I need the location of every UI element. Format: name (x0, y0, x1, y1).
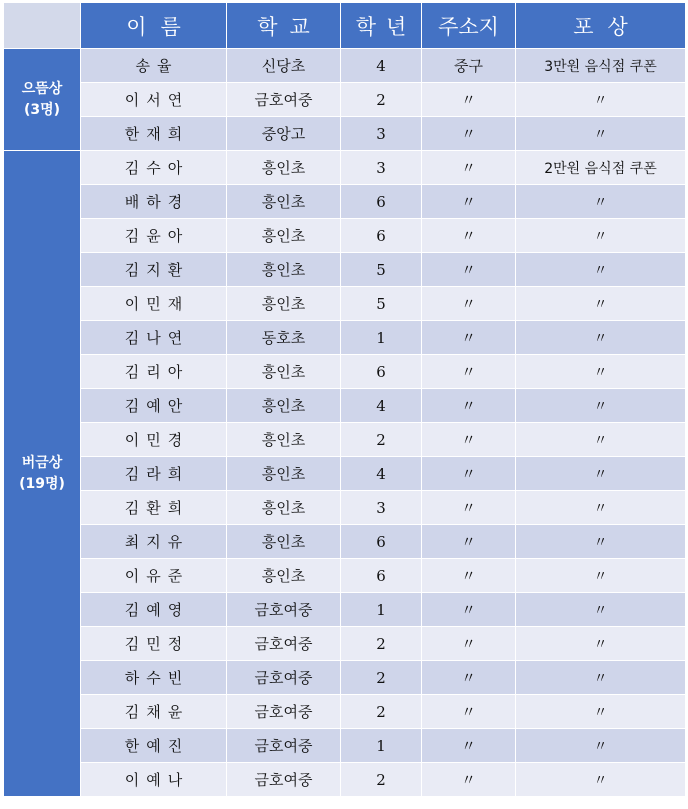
table-row (4, 695, 686, 729)
region-cell: 〃 (422, 355, 516, 389)
school-cell: 금호여중 (227, 83, 341, 117)
name-cell: 이민재 (81, 287, 227, 321)
grade-cell: 6 (341, 559, 422, 593)
school-cell: 흥인초 (227, 253, 341, 287)
name-cell: 이예나 (81, 763, 227, 797)
school-cell: 흥인초 (227, 491, 341, 525)
grade-cell: 6 (341, 355, 422, 389)
grade-cell: 2 (341, 627, 422, 661)
school-cell: 흥인초 (227, 355, 341, 389)
table-row (4, 729, 686, 763)
name-cell: 김채윤 (81, 695, 227, 729)
award-group-count: (19명) (19, 475, 65, 492)
school-cell: 흥인초 (227, 151, 341, 185)
grade-cell: 2 (341, 661, 422, 695)
prize-cell: 〃 (516, 83, 686, 117)
prize-cell: 〃 (516, 253, 686, 287)
awards-table (3, 2, 686, 797)
grade-cell: 2 (341, 83, 422, 117)
school-cell: 금호여중 (227, 627, 341, 661)
name-cell: 최지유 (81, 525, 227, 559)
table-row (4, 49, 686, 83)
prize-cell: 〃 (516, 729, 686, 763)
region-cell: 〃 (422, 627, 516, 661)
prize-cell: 〃 (516, 695, 686, 729)
prize-cell: 〃 (516, 423, 686, 457)
grade-cell: 6 (341, 219, 422, 253)
header-school: 학교 (227, 3, 341, 49)
grade-cell: 3 (341, 491, 422, 525)
table-row (4, 389, 686, 423)
region-cell: 〃 (422, 83, 516, 117)
name-cell: 김환희 (81, 491, 227, 525)
award-group-title: 버금상 (21, 454, 63, 471)
table-row (4, 287, 686, 321)
grade-cell: 1 (341, 729, 422, 763)
table-row (4, 151, 686, 185)
name-cell: 김리아 (81, 355, 227, 389)
region-cell: 〃 (422, 457, 516, 491)
grade-cell: 4 (341, 389, 422, 423)
prize-cell: 〃 (516, 593, 686, 627)
region-cell: 〃 (422, 525, 516, 559)
prize-cell: 〃 (516, 117, 686, 151)
school-cell: 흥인초 (227, 423, 341, 457)
school-cell: 금호여중 (227, 729, 341, 763)
table-row (4, 355, 686, 389)
grade-cell: 2 (341, 695, 422, 729)
table-row (4, 661, 686, 695)
header-row (4, 3, 686, 49)
award-group-label (4, 151, 81, 797)
name-cell: 하수빈 (81, 661, 227, 695)
prize-cell: 〃 (516, 457, 686, 491)
name-cell: 김수아 (81, 151, 227, 185)
school-cell: 흥인초 (227, 185, 341, 219)
name-cell: 송율 (81, 49, 227, 83)
region-cell: 〃 (422, 729, 516, 763)
table-body (4, 49, 686, 797)
name-cell: 이서연 (81, 83, 227, 117)
prize-cell: 〃 (516, 219, 686, 253)
prize-cell: 〃 (516, 661, 686, 695)
school-cell: 금호여중 (227, 661, 341, 695)
header-award: 포상 (516, 3, 686, 49)
region-cell: 〃 (422, 423, 516, 457)
prize-cell: 〃 (516, 525, 686, 559)
table-row (4, 423, 686, 457)
region-cell: 중구 (422, 49, 516, 83)
header-grade: 학년 (341, 3, 422, 49)
table-row (4, 219, 686, 253)
grade-cell: 5 (341, 253, 422, 287)
grade-cell: 4 (341, 49, 422, 83)
school-cell: 흥인초 (227, 219, 341, 253)
region-cell: 〃 (422, 219, 516, 253)
grade-cell: 1 (341, 593, 422, 627)
prize-cell: 〃 (516, 389, 686, 423)
prize-cell: 〃 (516, 287, 686, 321)
grade-cell: 2 (341, 763, 422, 797)
region-cell: 〃 (422, 185, 516, 219)
grade-cell: 1 (341, 321, 422, 355)
name-cell: 김라희 (81, 457, 227, 491)
name-cell: 김예안 (81, 389, 227, 423)
region-cell: 〃 (422, 117, 516, 151)
award-group-title: 으뜸상 (21, 80, 63, 97)
grade-cell: 5 (341, 287, 422, 321)
table-row (4, 253, 686, 287)
grade-cell: 3 (341, 117, 422, 151)
school-cell: 금호여중 (227, 593, 341, 627)
name-cell: 김예영 (81, 593, 227, 627)
region-cell: 〃 (422, 593, 516, 627)
prize-cell: 〃 (516, 355, 686, 389)
region-cell: 〃 (422, 763, 516, 797)
name-cell: 배하경 (81, 185, 227, 219)
table-row (4, 627, 686, 661)
region-cell: 〃 (422, 559, 516, 593)
award-group-label (4, 49, 81, 151)
name-cell: 김민정 (81, 627, 227, 661)
name-cell: 이민경 (81, 423, 227, 457)
grade-cell: 4 (341, 457, 422, 491)
school-cell: 흥인초 (227, 389, 341, 423)
region-cell: 〃 (422, 695, 516, 729)
table-row (4, 117, 686, 151)
name-cell: 김윤아 (81, 219, 227, 253)
school-cell: 신당초 (227, 49, 341, 83)
school-cell: 흥인초 (227, 457, 341, 491)
region-cell: 〃 (422, 661, 516, 695)
name-cell: 김나연 (81, 321, 227, 355)
school-cell: 중앙고 (227, 117, 341, 151)
school-cell: 금호여중 (227, 695, 341, 729)
table-row (4, 559, 686, 593)
header-name: 이름 (81, 3, 227, 49)
region-cell: 〃 (422, 491, 516, 525)
region-cell: 〃 (422, 389, 516, 423)
region-cell: 〃 (422, 253, 516, 287)
name-cell: 한재희 (81, 117, 227, 151)
school-cell: 흥인초 (227, 559, 341, 593)
grade-cell: 6 (341, 525, 422, 559)
grade-cell: 6 (341, 185, 422, 219)
grade-cell: 2 (341, 423, 422, 457)
table-row (4, 763, 686, 797)
header-corner (4, 3, 81, 49)
region-cell: 〃 (422, 321, 516, 355)
table-row (4, 457, 686, 491)
prize-cell: 〃 (516, 185, 686, 219)
name-cell: 김지환 (81, 253, 227, 287)
table-row (4, 185, 686, 219)
prize-cell: 3만원 음식점 쿠폰 (516, 49, 686, 83)
table-row (4, 491, 686, 525)
grade-cell: 3 (341, 151, 422, 185)
prize-cell: 〃 (516, 559, 686, 593)
award-group-count: (3명) (23, 101, 61, 118)
region-cell: 〃 (422, 287, 516, 321)
prize-cell: 〃 (516, 491, 686, 525)
school-cell: 금호여중 (227, 763, 341, 797)
table-row (4, 593, 686, 627)
name-cell: 이유준 (81, 559, 227, 593)
table-row (4, 83, 686, 117)
prize-cell: 2만원 음식점 쿠폰 (516, 151, 686, 185)
prize-cell: 〃 (516, 321, 686, 355)
name-cell: 한예진 (81, 729, 227, 763)
table-row (4, 321, 686, 355)
region-cell: 〃 (422, 151, 516, 185)
table-row (4, 525, 686, 559)
header-region: 주소지 (422, 3, 516, 49)
school-cell: 동호초 (227, 321, 341, 355)
school-cell: 흥인초 (227, 287, 341, 321)
prize-cell: 〃 (516, 763, 686, 797)
prize-cell: 〃 (516, 627, 686, 661)
school-cell: 흥인초 (227, 525, 341, 559)
